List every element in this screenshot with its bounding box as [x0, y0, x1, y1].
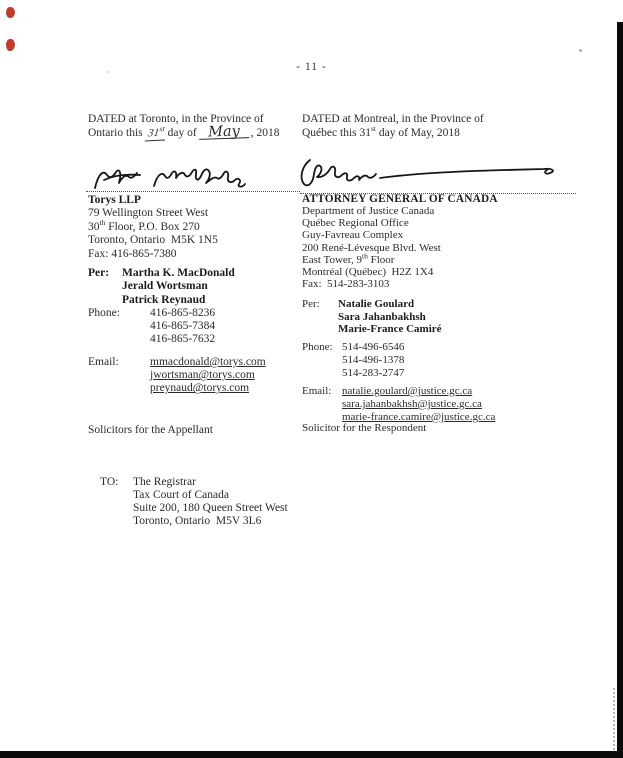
- per-name: Patrick Reynaud: [122, 293, 206, 306]
- to-line: Tax Court of Canada: [133, 489, 229, 501]
- role-appellant: Solicitors for the Appellant: [88, 424, 213, 436]
- dated-block-montreal: [302, 112, 534, 141]
- per-name: Marie-France Camiré: [338, 323, 442, 335]
- scan-perforation-dots: [613, 688, 615, 750]
- firm-name-attorney-general: ATTORNEY GENERAL OF CANADA: [302, 193, 498, 205]
- firm-name-torys: Torys LLP: [88, 194, 141, 206]
- red-pen-mark: [5, 6, 16, 18]
- dated-line2-ordinal: st: [370, 124, 376, 134]
- to-line: The Registrar: [133, 476, 196, 488]
- signature-line-appellant: [86, 191, 300, 192]
- respondent-email-block: [302, 385, 495, 424]
- per-name: Sara Jahanbakhsh: [338, 310, 426, 323]
- to-line: Suite 200, 180 Queen Street West: [133, 502, 288, 514]
- phone-number: 514-496-6546: [342, 341, 405, 353]
- phone-number: 514-496-1378: [342, 354, 405, 366]
- address-line: 200 René-Lévesque Blvd. West: [302, 241, 441, 254]
- address-line2-pre: 30: [88, 220, 100, 233]
- email-label: Email:: [302, 385, 332, 397]
- phone-number: 416-865-7384: [150, 320, 216, 333]
- email-address: jwortsman@torys.com: [150, 369, 255, 382]
- dated-toronto-line1: DATED at Toronto, in the Province of: [88, 113, 264, 125]
- phone-number: 416-865-8236: [150, 307, 216, 319]
- phone-number: 514-283-2747: [342, 367, 405, 379]
- handwritten-day-number: 31: [146, 127, 160, 140]
- to-label: TO:: [100, 476, 119, 488]
- dated-line2-pre: Ontario this: [88, 127, 143, 140]
- signature-respondent: [296, 156, 576, 198]
- phone-label: Phone:: [302, 341, 333, 353]
- dated-line2-pre: Québec this 31: [302, 127, 371, 140]
- fax-line: Fax: 416-865-7380: [88, 247, 177, 260]
- per-name: Natalie Goulard: [338, 298, 415, 310]
- address-line: [88, 217, 218, 234]
- phone-label: Phone:: [88, 307, 120, 319]
- signature-appellant: [92, 164, 262, 194]
- address-line: Guy-Favreau Complex: [302, 229, 404, 242]
- per-label: Per:: [88, 267, 110, 279]
- scan-edge-right: [617, 22, 623, 758]
- address-line: Toronto, Ontario M5K 1N5: [88, 234, 218, 247]
- appellant-email-block: [88, 356, 266, 396]
- page-number: - 11 -: [296, 61, 327, 73]
- address-line: [302, 251, 498, 266]
- dated-montreal-line1: DATED at Montreal, in the Province of: [302, 113, 484, 125]
- respondent-firm-block: [302, 193, 498, 290]
- per-name: Martha K. MacDonald: [122, 267, 235, 279]
- dated-montreal-line2: [302, 126, 534, 140]
- per-label: Per:: [302, 298, 320, 310]
- fax-line: Fax: 514-283-3103: [302, 278, 390, 291]
- email-label: Email:: [88, 356, 119, 368]
- respondent-per-block: [302, 298, 442, 336]
- address-line: Québec Regional Office: [302, 217, 409, 230]
- address-line5-post: Floor: [367, 253, 395, 266]
- dated-toronto-line2: [88, 123, 310, 141]
- dated-line2-post: day of May, 2018: [376, 127, 460, 140]
- appellant-phone-block: [88, 307, 215, 347]
- respondent-phone-block: [302, 341, 404, 380]
- per-name: Jerald Wortsman: [122, 280, 208, 293]
- dated-line2-mid: day of: [167, 127, 197, 140]
- address-line5-ordinal: th: [362, 251, 368, 261]
- email-address: sara.jahanbakhsh@justice.gc.ca: [342, 398, 482, 410]
- email-address: marie-france.camire@justice.gc.ca: [342, 411, 496, 423]
- email-address: mmacdonald@torys.com: [150, 356, 266, 368]
- address-line: Department of Justice Canada: [302, 205, 435, 218]
- dated-block-toronto: [88, 112, 310, 142]
- address-line5-pre: East Tower, 9: [302, 253, 362, 266]
- handwritten-day: [144, 126, 167, 142]
- role-respondent: Solicitor for the Respondent: [302, 422, 427, 434]
- phone-number: 416-865-7632: [150, 333, 216, 346]
- handwritten-day-ordinal: st: [158, 124, 166, 134]
- address-line: 79 Wellington Street West: [88, 207, 209, 220]
- dated-line2-post: , 2018: [250, 127, 280, 140]
- appellant-per-block: [88, 267, 235, 307]
- appellant-firm-block: [88, 194, 218, 261]
- scan-speck: [579, 49, 582, 52]
- address-line2-post: Floor, P.O. Box 270: [105, 220, 200, 233]
- red-pen-mark: [5, 38, 15, 51]
- to-registrar-block: [100, 476, 288, 528]
- scan-edge-bottom: [0, 751, 623, 758]
- email-address: preynaud@torys.com: [150, 382, 250, 395]
- address-line: Montréal (Québec) H2Z 1X4: [302, 265, 434, 278]
- handwritten-month: May: [199, 126, 249, 140]
- to-line: Toronto, Ontario M5V 3L6: [133, 515, 262, 527]
- email-address: natalie.goulard@justice.gc.ca: [342, 385, 473, 397]
- address-line2-ordinal: th: [99, 217, 106, 227]
